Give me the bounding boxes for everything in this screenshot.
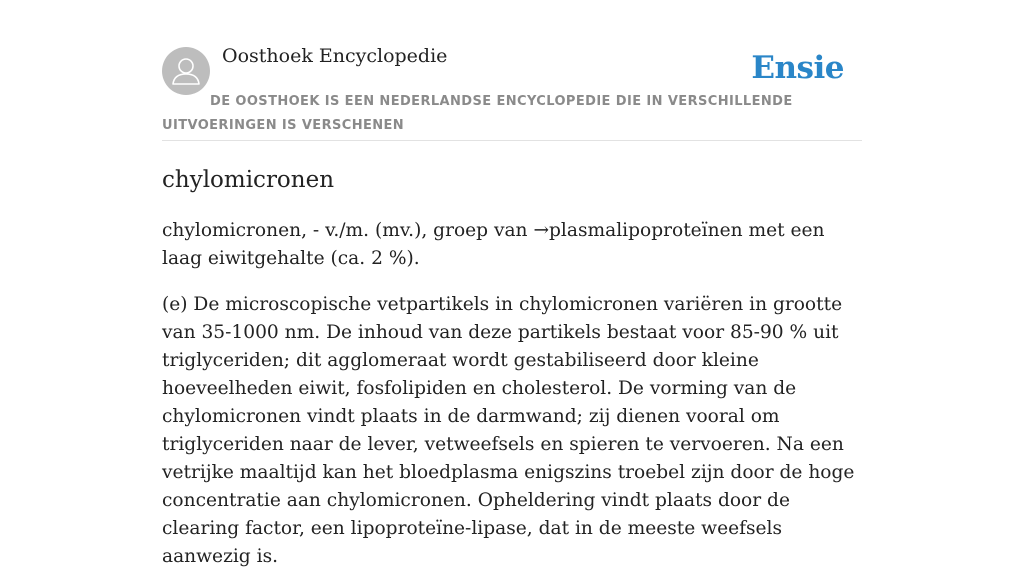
source-header (162, 0, 862, 141)
definition-text-start: chylomicronen, - v./m. (mv.), groep van (162, 220, 534, 241)
article-title: chylomicronen (162, 167, 335, 193)
article-body: (e) De microscopische vetpartikels in chylomicronen variëren in grootte van 35-1000 nm. De inhoud van deze partikels bestaat voor 85-90 % uit triglyceriden; dit agglomeraat wordt gestabiliseerd door kleine hoeveelheden eiwit, fosfolipiden en cholesterol. De vorming van de chylomicronen vindt plaats in de darmwand; zij dienen vooral om triglyceriden naar de lever, vetweefsels en spieren te vervoeren. Na een vetrijke maaltijd kan het bloedplasma enigszins troebel zijn door de hoge concentratie aan chylomicronen. Opheldering vindt plaats door de clearing factor, een lipoproteïne-lipase, dat in de meeste weefsels aanwezig is. (162, 294, 855, 567)
user-silhouette-icon (162, 47, 210, 95)
source-tagline: DE OOSTHOEK IS EEN NEDERLANDSE ENCYCLOPEDIE DIE IN VERSCHILLENDE UITVOERINGEN IS VERSCHENEN (162, 94, 793, 133)
definition-text-end: met een laag eiwitgehalte (ca. 2 %). (162, 220, 825, 269)
source-title[interactable]: Oosthoek Encyclopedie (222, 45, 448, 67)
ensie-logo[interactable]: Ensie (751, 50, 844, 86)
source-avatar[interactable] (162, 47, 210, 95)
plasmalipoproteinen-link[interactable]: →plasmalipoproteïnen (533, 220, 743, 241)
page-content (162, 0, 862, 571)
article-definition (162, 217, 862, 273)
